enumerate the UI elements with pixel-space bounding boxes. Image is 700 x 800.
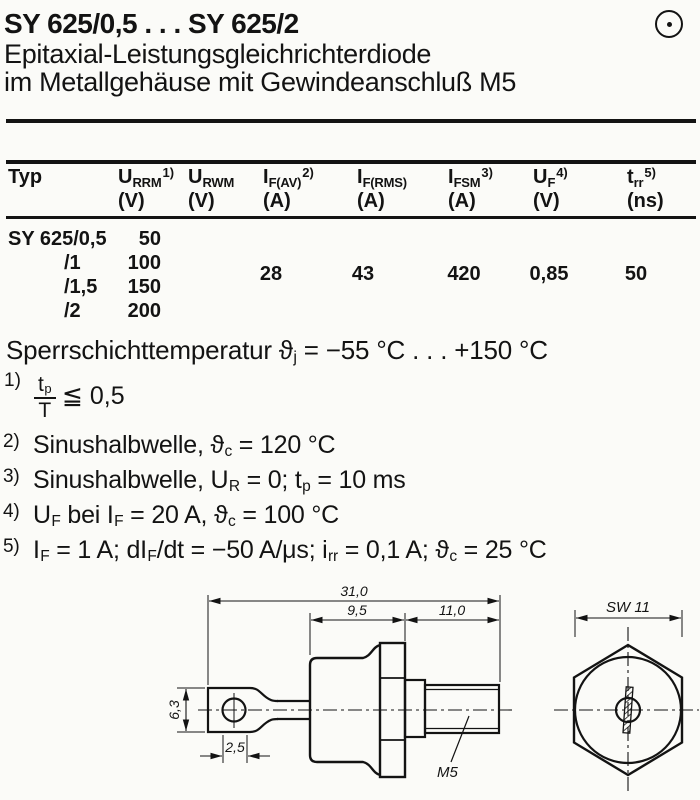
col-unit-urrm: (V) [118, 190, 145, 212]
divider-table-header [6, 216, 696, 219]
thread-label: M5 [437, 764, 458, 781]
footnote-1-condition: ≦ 0,5 [62, 382, 125, 410]
side-view [166, 583, 512, 781]
cell-trr-shared: 50 [624, 263, 648, 285]
dim-wrench-label: SW 11 [606, 599, 650, 616]
page-subtitle-line1: Epitaxial-Leistungsgleichrichterdiode [4, 39, 432, 69]
dim-body-length [310, 602, 405, 655]
divider-top-2 [6, 160, 696, 164]
cell-urrm-1: 100 [127, 252, 161, 274]
col-header-urrm: $U_{RRM}^{1)}$ (V) [118, 165, 175, 212]
col-header-ifsm: $I_{FSM}^{3)}$ (A) [448, 165, 493, 212]
divider-top-1 [6, 119, 696, 123]
dim-total-label: 31,0 [340, 583, 368, 599]
col-header-urwm: $U_{RWM}$ (V) [188, 166, 235, 212]
body-outline [310, 645, 380, 775]
dim-body-label: 9,5 [347, 602, 367, 618]
footnote-5-text: IF = 1 A; dIF/dt = −50 A/μs; irr = 0,1 A; ϑc = 25 °C [33, 536, 547, 565]
end-view [554, 599, 699, 791]
thread-shoulder [405, 680, 425, 737]
cell-ifrms-shared: 43 [351, 263, 375, 285]
col-header-typ: Typ [8, 166, 43, 188]
col-header-uf: $U_F^{4)}$ (V) [533, 165, 568, 212]
thread-label-group [437, 716, 469, 781]
col-header-ifav: $I_{F(AV)}^{2)}$ (A) [263, 165, 314, 212]
footnote-2-text: Sinushalbwelle, ϑc = 120 °C [33, 431, 336, 460]
footnote-3-text: Sinushalbwelle, UR = 0; tp = 10 ms [33, 466, 406, 495]
dim-thread-length [406, 602, 499, 620]
circle-dot-icon [655, 10, 683, 38]
footnote-4-marker: 4) [3, 501, 20, 522]
dim-thread-label: 11,0 [438, 602, 466, 618]
screw-slot [623, 687, 633, 733]
dim-tab-height-label: 6,3 [166, 700, 182, 720]
dim-total-length [208, 583, 500, 685]
cell-uf-shared: 0,85 [529, 263, 569, 285]
footnote-4-text: UF bei IF = 20 A, ϑc = 100 °C [33, 501, 340, 530]
footnote-5 [3, 537, 547, 563]
cell-ifav-shared: 28 [259, 263, 283, 285]
col-header-trr: $t_{rr}^{5)}$ (ns) [627, 165, 664, 212]
dim-hole [200, 735, 270, 763]
table-row-type-1: /1 [64, 252, 81, 274]
table-row-type-0: SY 625/0,5 [8, 228, 107, 250]
cell-urrm-0: 50 [138, 228, 161, 250]
footnote-2-marker: 2) [3, 431, 20, 452]
dim-hole-label: 2,5 [225, 739, 245, 755]
footnote-1-marker: 1) [4, 370, 21, 391]
footnote-4 [3, 502, 339, 528]
fraction-denominator: T [38, 399, 52, 423]
footnote-3-marker: 3) [3, 466, 20, 487]
col-unit-urwm: (V) [188, 190, 215, 212]
footnote-3 [3, 467, 406, 493]
col-unit-ifsm: (A) [448, 190, 476, 212]
col-header-ifrms: $I_{F(RMS)}$ (A) [357, 166, 407, 212]
col-unit-ifrms: (A) [357, 190, 385, 212]
footnote-5-marker: 5) [3, 536, 20, 557]
fraction-numerator: tp [34, 374, 56, 399]
footnote-2 [3, 432, 335, 458]
table-row-type-3: /2 [64, 300, 81, 322]
cell-urrm-3: 200 [127, 300, 161, 322]
cell-urrm-2: 150 [127, 276, 161, 298]
junction-temperature-line: Sperrschichttemperatur ϑj = −55 °C . . . +150 °C [6, 335, 548, 366]
col-unit-trr: (ns) [627, 190, 664, 212]
col-unit-ifav: (A) [263, 190, 291, 212]
page-subtitle-line2: im Metallgehäuse mit Gewindeanschluß M5 [4, 67, 517, 97]
cell-ifsm-shared: 420 [447, 263, 481, 285]
package-drawing [0, 575, 700, 800]
footnote-1-fraction [34, 374, 56, 422]
thread-outline [425, 685, 499, 733]
page-title: SY 625/0,5 . . . SY 625/2 [4, 8, 299, 39]
table-row-type-2: /1,5 [64, 276, 98, 298]
thread-leader-line [451, 716, 469, 762]
col-unit-uf: (V) [533, 190, 560, 212]
